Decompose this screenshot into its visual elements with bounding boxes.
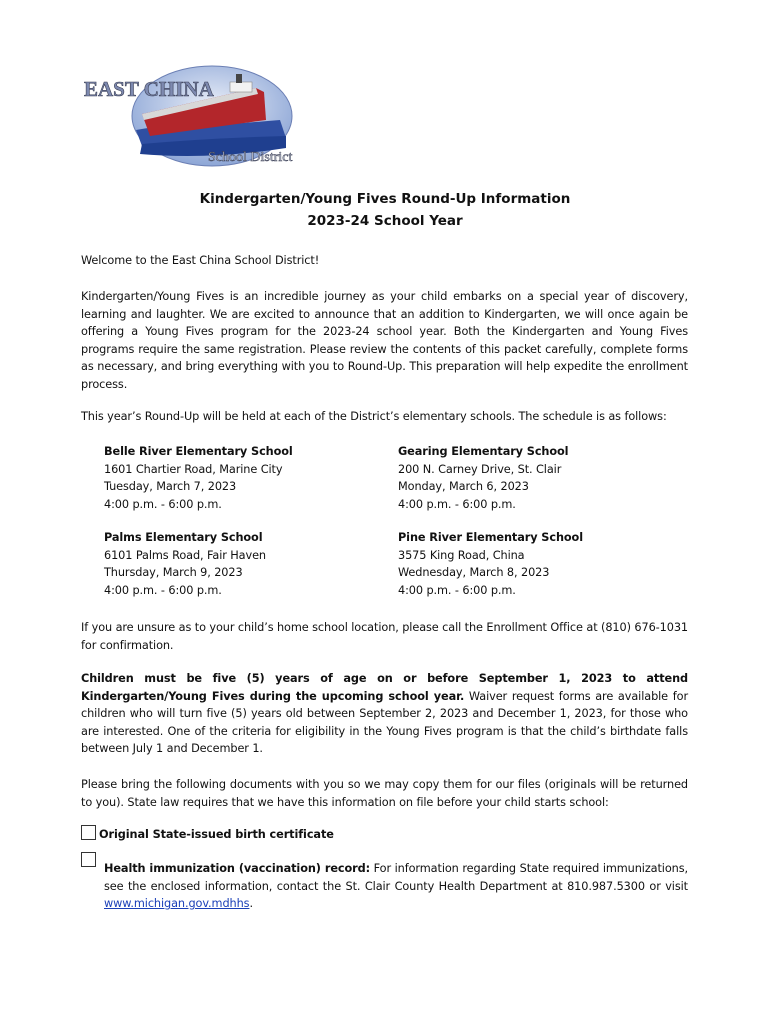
checklist-item-birth-certificate: Original State-issued birth certificate [99,828,334,841]
school-date: Tuesday, March 7, 2023 [104,480,237,493]
school-time: 4:00 p.m. - 6:00 p.m. [398,497,516,511]
age-requirement-bold: Children must be five (5) years of age on or before September 1, 2023 to attend Kindergarten/Young Fives during the upcoming school year. [81,672,688,703]
immunization-text: For information regarding State required immunizations, see the enclosed information, contact the St. Clair County Health Department at 810.987.5300 or visit [104,862,688,893]
intro-paragraph: Kindergarten/Young Fives is an incredible journey as your child embarks on a special year of discovery, learning and laughter. We are excited to announce that an addition to Kindergarten, we will once again be offering a Young Fives program for the 2023-24 school year. Both the Kindergarten and Young Fives programs require the same registration. Please review the contents of this packet carefully, complete forms as necessary, and bring everything with you to Round-Up. This preparation will help expedite the enrollment process. [81,290,688,391]
immunization-label: Health immunization (vaccination) record: [104,862,371,875]
logo-line1: EAST CHINA [84,77,214,101]
school-address: 6101 Palms Road, Fair Haven [104,548,266,562]
checkbox-birth-certificate[interactable] [81,825,96,840]
school-date: Thursday, March 9, 2023 [104,566,243,579]
school-name: Belle River Elementary School [104,445,293,458]
enrollment-office-note: If you are unsure as to your child’s home school location, please call the Enrollment Office at (810) 676-1031 for confirmation. [81,621,688,652]
district-logo [80,64,325,168]
immunization-end: . [249,897,253,910]
school-address: 200 N. Carney Drive, St. Clair [398,462,562,476]
school-time: 4:00 p.m. - 6:00 p.m. [104,497,222,511]
school-time: 4:00 p.m. - 6:00 p.m. [398,583,516,597]
school-name: Gearing Elementary School [398,445,569,458]
checklist-item-immunization [104,860,688,913]
school-block [398,529,583,599]
school-date: Wednesday, March 8, 2023 [398,566,550,579]
page-subtitle: 2023-24 School Year [307,213,463,229]
age-requirement-paragraph [81,670,688,758]
school-address: 1601 Chartier Road, Marine City [104,462,283,476]
documents-intro: Please bring the following documents with you so we may copy them for our files (originals will be returned to you). State law requires that we have this information on file before your child starts school: [81,778,688,809]
mdhhs-link[interactable]: www.michigan.gov.mdhhs [104,897,250,910]
page-title: Kindergarten/Young Fives Round-Up Information [199,191,571,207]
welcome-text: Welcome to the East China School District! [81,254,320,267]
school-time: 4:00 p.m. - 6:00 p.m. [104,583,222,597]
school-name: Palms Elementary School [104,531,263,544]
school-name: Pine River Elementary School [398,531,583,544]
age-requirement-text: Waiver request forms are available for children who will turn five (5) years old between September 2, 2023 and December 1, 2023, for those who are interested. One of the criteria for eligibility in the Young Fives program is that the child’s birthdate falls between July 1 and December 1. [81,689,688,755]
school-block [398,443,568,513]
school-block [104,529,266,599]
schedule-intro: This year’s Round-Up will be held at each of the District’s elementary schools. The schedule is as follows: [81,410,667,423]
checkbox-immunization-record[interactable] [81,852,96,867]
school-date: Monday, March 6, 2023 [398,480,529,493]
school-address: 3575 King Road, China [398,548,525,562]
logo-line2: School District [208,150,293,165]
school-block [104,443,293,513]
